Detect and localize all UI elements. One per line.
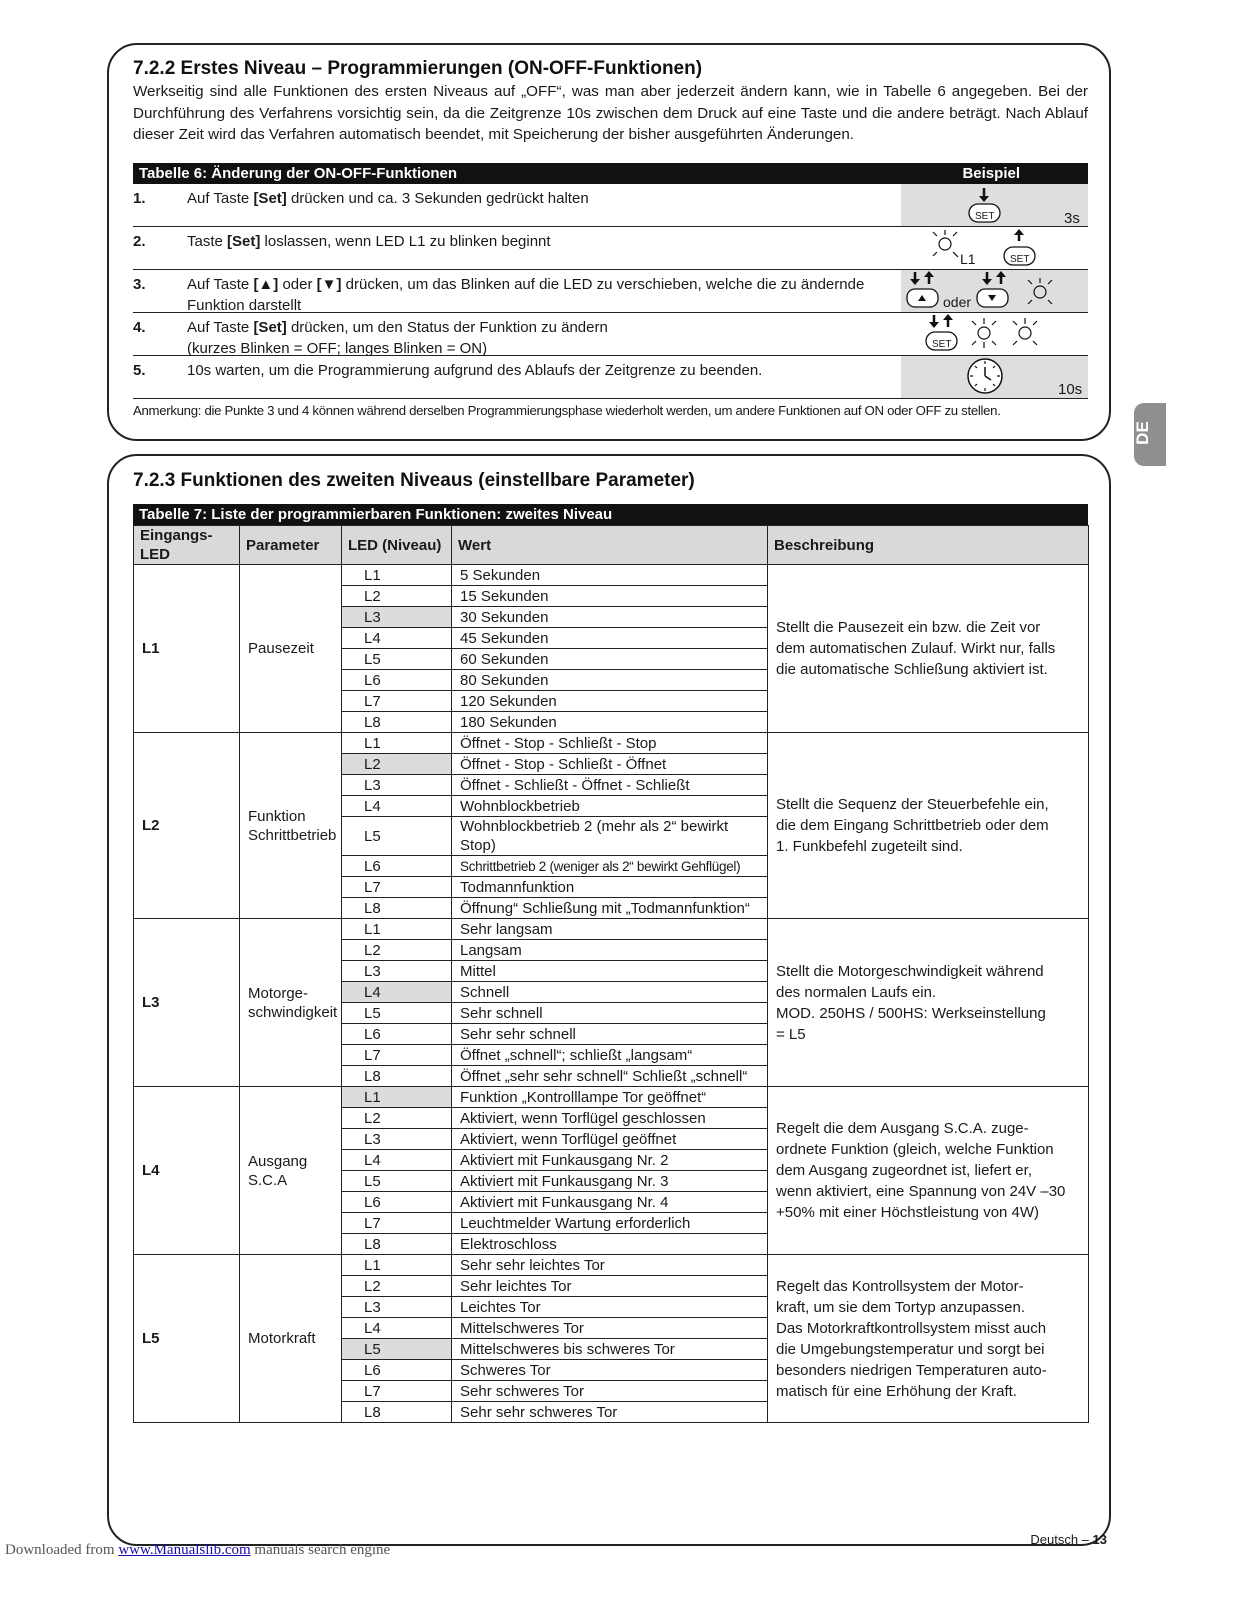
led-level-cell: L4 [342, 796, 452, 817]
value-cell: Todmannfunktion [452, 877, 768, 898]
led-level-cell: L2 [342, 754, 452, 775]
press-set-icon [901, 184, 1088, 226]
value-cell: Öffnet - Stop - Schließt - Öffnet [452, 754, 768, 775]
led-level-cell: L3 [342, 961, 452, 982]
value-cell: Schrittbetrieb 2 (weniger als 2“ bewirkt Gehflügel) [452, 856, 768, 877]
description-line: Stellt die Motorgeschwindigkeit während [776, 962, 1044, 980]
value-cell: Wohnblockbetrieb [452, 796, 768, 817]
table-6-row-4 [133, 313, 1088, 356]
value-cell: 120 Sekunden [452, 691, 768, 712]
input-led-cell: L2 [134, 733, 240, 919]
value-cell: Aktiviert mit Funkausgang Nr. 4 [452, 1192, 768, 1213]
value-cell: Öffnet - Schließt - Öffnet - Schließt [452, 775, 768, 796]
page-footer: Deutsch – 13 [1030, 1532, 1107, 1547]
table-6-row-5 [133, 356, 1088, 399]
led-level-cell: L5 [342, 649, 452, 670]
value-cell: Schnell [452, 982, 768, 1003]
table-6-row-1 [133, 184, 1088, 227]
led-level-cell: L3 [342, 1297, 452, 1318]
example-figure-press-set-3s [901, 184, 1088, 226]
description-line: die Umgebungstemperatur und sorgt bei [776, 1340, 1045, 1358]
header-parameter: Parameter [240, 526, 342, 565]
parameter-line: Ausgang [248, 1152, 308, 1170]
description-line: Regelt die dem Ausgang S.C.A. zuge- [776, 1120, 1029, 1137]
value-cell: Aktiviert mit Funkausgang Nr. 2 [452, 1150, 768, 1171]
example-figure-release-set [901, 227, 1088, 269]
parameter-cell [240, 1255, 342, 1423]
parameter-line: schwindigkeit [248, 1003, 338, 1021]
led-level-cell: L1 [342, 1255, 452, 1276]
led-level-cell: L3 [342, 607, 452, 628]
parameter-line: Pausezeit [248, 640, 314, 657]
parameter-cell [240, 919, 342, 1087]
table-7-title: Tabelle 7: Liste der programmierbaren Funktionen: zweites Niveau [133, 504, 1088, 525]
value-cell: Mittelschweres Tor [452, 1318, 768, 1339]
table-row [134, 733, 1089, 754]
header-value: Wert [452, 526, 768, 565]
table-row [134, 1087, 1089, 1108]
led-level-cell: L5 [342, 1339, 452, 1360]
section-title-second-level: 7.2.3 Funktionen des zweiten Niveaus (einstellbare Parameter) [133, 470, 695, 491]
table-6-row-2 [133, 227, 1088, 270]
description-line: Stellt die Sequenz der Steuerbefehle ein, [776, 796, 1049, 813]
step-number: 1. [133, 190, 146, 207]
description-line: ordnete Funktion (gleich, welche Funktion [776, 1141, 1054, 1158]
manualslib-link[interactable]: www.Manualslib.com [118, 1542, 251, 1558]
led-level-cell: L4 [342, 1318, 452, 1339]
up-down-keys-icon [901, 270, 1088, 312]
led-level-cell: L4 [342, 982, 452, 1003]
description-cell [768, 565, 1089, 733]
value-cell: Öffnet - Stop - Schließt - Stop [452, 733, 768, 754]
led-level-cell: L4 [342, 1150, 452, 1171]
description-line: 1. Funkbefehl zugeteilt sind. [776, 838, 963, 855]
step-number: 2. [133, 233, 146, 250]
led-level-cell: L5 [342, 1171, 452, 1192]
led-level-cell: L2 [342, 1276, 452, 1297]
led-level-cell: L6 [342, 856, 452, 877]
parameter-line: Motorge- [248, 984, 309, 1002]
value-cell: Sehr sehr schweres Tor [452, 1402, 768, 1423]
value-cell: Schweres Tor [452, 1360, 768, 1381]
led-level-cell: L6 [342, 1360, 452, 1381]
led-level-cell: L1 [342, 1087, 452, 1108]
example-figure-wait-10s [901, 356, 1088, 398]
example-figure-up-down [901, 270, 1088, 312]
table-row [134, 1255, 1089, 1276]
input-led-cell: L4 [134, 1087, 240, 1255]
value-cell: Elektroschloss [452, 1234, 768, 1255]
led-level-cell: L7 [342, 691, 452, 712]
description-line: des normalen Laufs ein. [776, 983, 937, 1001]
language-tab: DE [1134, 403, 1166, 466]
description-line: = L5 [776, 1025, 806, 1043]
value-cell: Sehr langsam [452, 919, 768, 940]
value-cell: Öffnet „schnell“; schließt „langsam“ [452, 1045, 768, 1066]
press-set-blink-icon [901, 313, 1088, 355]
time-3s-label: 3s [1064, 210, 1080, 227]
value-cell: 80 Sekunden [452, 670, 768, 691]
parameter-line: Motorkraft [248, 1330, 316, 1347]
value-cell: Öffnung“ Schließung mit „Todmannfunktion“ [452, 898, 768, 919]
blinking-led-icon [901, 227, 1088, 269]
description-line: wenn aktiviert, eine Spannung von 24V –30 [776, 1183, 1066, 1200]
step-text: Auf Taste [▲] oder [▼] drücken, um das Blinken auf die LED zu verschieben, welche die zu ändernde Funktion darstellt [187, 276, 865, 314]
value-cell: Mittelschweres bis schweres Tor [452, 1339, 768, 1360]
table-7-body [134, 565, 1089, 1423]
table-7-header-row [134, 526, 1089, 565]
value-cell: Aktiviert, wenn Torflügel geöffnet [452, 1129, 768, 1150]
value-cell: Wohnblockbetrieb 2 (mehr als 2“ bewirkt Stop) [452, 817, 768, 856]
header-led-level: LED (Niveau) [342, 526, 452, 565]
value-cell: Sehr schnell [452, 1003, 768, 1024]
download-note: Downloaded from www.Manualslib.com manuals search engine [5, 1542, 391, 1558]
led-level-cell: L3 [342, 1129, 452, 1150]
step-text: Auf Taste [Set] drücken und ca. 3 Sekunden gedrückt halten [187, 190, 589, 207]
example-figure-toggle [901, 313, 1088, 355]
value-cell: Aktiviert mit Funkausgang Nr. 3 [452, 1171, 768, 1192]
parameter-cell [240, 733, 342, 919]
led-level-cell: L1 [342, 565, 452, 586]
value-cell: Sehr schweres Tor [452, 1381, 768, 1402]
table-row [134, 565, 1089, 586]
page-number: 13 [1092, 1532, 1107, 1547]
description-cell [768, 733, 1089, 919]
led-level-cell: L2 [342, 586, 452, 607]
led-level-cell: L7 [342, 877, 452, 898]
step-text: Auf Taste [Set] drücken, um den Status der Funktion zu ändern (kurzes Blinken = OFF; langes Blinken = ON) [187, 319, 608, 357]
led-level-cell: L7 [342, 1381, 452, 1402]
description-line: kraft, um sie dem Tortyp anzupassen. [776, 1298, 1026, 1316]
description-line: MOD. 250HS / 500HS: Werkseinstellung [776, 1004, 1046, 1022]
led-level-cell: L5 [342, 817, 452, 856]
step-number: 4. [133, 319, 146, 336]
value-cell: Leichtes Tor [452, 1297, 768, 1318]
value-cell: Aktiviert, wenn Torflügel geschlossen [452, 1108, 768, 1129]
time-10s-label: 10s [1058, 381, 1083, 398]
set-key-label: SET [932, 339, 952, 350]
parameter-cell [240, 565, 342, 733]
section-intro: Werkseitig sind alle Funktionen des ersten Niveaus auf „OFF“, was man aber jederzeit ändern kann, wie in Tabelle 6 angegeben. Bei der Durchführung des Verfahrens vorsichtig sein, da die Zeitgrenze 10s zwischen dem Druck auf eine Taste und die andere beträgt. Nach Ablauf dieser Zeit wird das Verfahren automatisch beendet, mit Speicherung der bisher ausgeführten Änderungen. [133, 83, 1088, 143]
value-cell: 30 Sekunden [452, 607, 768, 628]
led-level-cell: L7 [342, 1213, 452, 1234]
parameter-cell [240, 1087, 342, 1255]
parameter-line: S.C.A [248, 1171, 288, 1189]
set-key-label: SET [975, 211, 995, 222]
table-row [134, 919, 1089, 940]
value-cell: Leuchtmelder Wartung erforderlich [452, 1213, 768, 1234]
led-level-cell: L8 [342, 712, 452, 733]
section-title-first-level: 7.2.2 Erstes Niveau – Programmierungen (ON-OFF-Funktionen) [133, 58, 703, 79]
set-key-label: SET [1010, 254, 1030, 265]
value-cell: Funktion „Kontrolllampe Tor geöffnet“ [452, 1087, 768, 1108]
led-level-cell: L2 [342, 1108, 452, 1129]
description-cell [768, 1255, 1089, 1423]
description-line: dem Ausgang zugeordnet ist, liefert er, [776, 1162, 1032, 1179]
led-level-cell: L1 [342, 919, 452, 940]
description-line: besonders niedrigen Temperaturen auto- [776, 1361, 1047, 1379]
input-led-cell: L1 [134, 565, 240, 733]
led-level-cell: L4 [342, 628, 452, 649]
table-6 [133, 163, 1088, 399]
header-description: Beschreibung [768, 526, 1089, 565]
table-6-header [133, 163, 1088, 184]
step-text: 10s warten, um die Programmierung aufgrund des Ablaufs der Zeitgrenze zu beenden. [187, 362, 763, 379]
description-line: Stellt die Pausezeit ein bzw. die Zeit vor [776, 619, 1041, 636]
input-led-cell: L5 [134, 1255, 240, 1423]
table-7 [133, 525, 1089, 1423]
header-input-led: Eingangs-LED [134, 526, 240, 565]
parameter-line: Schrittbetrieb [248, 826, 337, 844]
value-cell: 180 Sekunden [452, 712, 768, 733]
step-number: 3. [133, 276, 146, 293]
led-level-cell: L8 [342, 898, 452, 919]
led-l1-label: L1 [960, 251, 976, 267]
value-cell: Langsam [452, 940, 768, 961]
description-cell [768, 919, 1089, 1087]
table-6-note: Anmerkung: die Punkte 3 und 4 können während derselben Programmierungsphase wiederholt werden, um andere Funktionen auf ON oder OFF zu stellen. [133, 403, 1001, 418]
description-cell [768, 1087, 1089, 1255]
step-number: 5. [133, 362, 146, 379]
led-level-cell: L8 [342, 1066, 452, 1087]
description-line: dem automatischen Zulauf. Wirkt nur, falls [776, 640, 1056, 657]
description-line: Das Motorkraftkontrollsystem misst auch [776, 1319, 1047, 1337]
or-label: oder [943, 294, 972, 310]
led-level-cell: L3 [342, 775, 452, 796]
led-level-cell: L7 [342, 1045, 452, 1066]
description-line: matisch für eine Erhöhung der Kraft. [776, 1382, 1017, 1400]
parameter-line: Funktion [248, 807, 306, 825]
led-level-cell: L6 [342, 1024, 452, 1045]
led-level-cell: L8 [342, 1402, 452, 1423]
table-6-row-3 [133, 270, 1088, 313]
description-line: +50% mit einer Höchstleistung von 4W) [776, 1204, 1040, 1221]
led-level-cell: L6 [342, 1192, 452, 1213]
led-level-cell: L6 [342, 670, 452, 691]
value-cell: 60 Sekunden [452, 649, 768, 670]
led-level-cell: L8 [342, 1234, 452, 1255]
step-text: Taste [Set] loslassen, wenn LED L1 zu blinken beginnt [187, 233, 551, 250]
value-cell: Mittel [452, 961, 768, 982]
value-cell: Sehr sehr leichtes Tor [452, 1255, 768, 1276]
value-cell: 15 Sekunden [452, 586, 768, 607]
value-cell: Öffnet „sehr sehr schnell“ Schließt „schnell“ [452, 1066, 768, 1087]
description-line: Regelt das Kontrollsystem der Motor- [776, 1277, 1024, 1295]
input-led-cell: L3 [134, 919, 240, 1087]
example-column-label: Beispiel [962, 165, 1020, 182]
value-cell: 5 Sekunden [452, 565, 768, 586]
value-cell: Sehr sehr schnell [452, 1024, 768, 1045]
table-6-title: Tabelle 6: Änderung der ON-OFF-Funktionen [139, 165, 458, 182]
led-level-cell: L5 [342, 1003, 452, 1024]
value-cell: 45 Sekunden [452, 628, 768, 649]
description-line: die automatische Schließung aktiviert ist. [776, 661, 1048, 678]
value-cell: Sehr leichtes Tor [452, 1276, 768, 1297]
description-line: die dem Eingang Schrittbetrieb oder dem [776, 817, 1049, 834]
led-level-cell: L1 [342, 733, 452, 754]
led-level-cell: L2 [342, 940, 452, 961]
